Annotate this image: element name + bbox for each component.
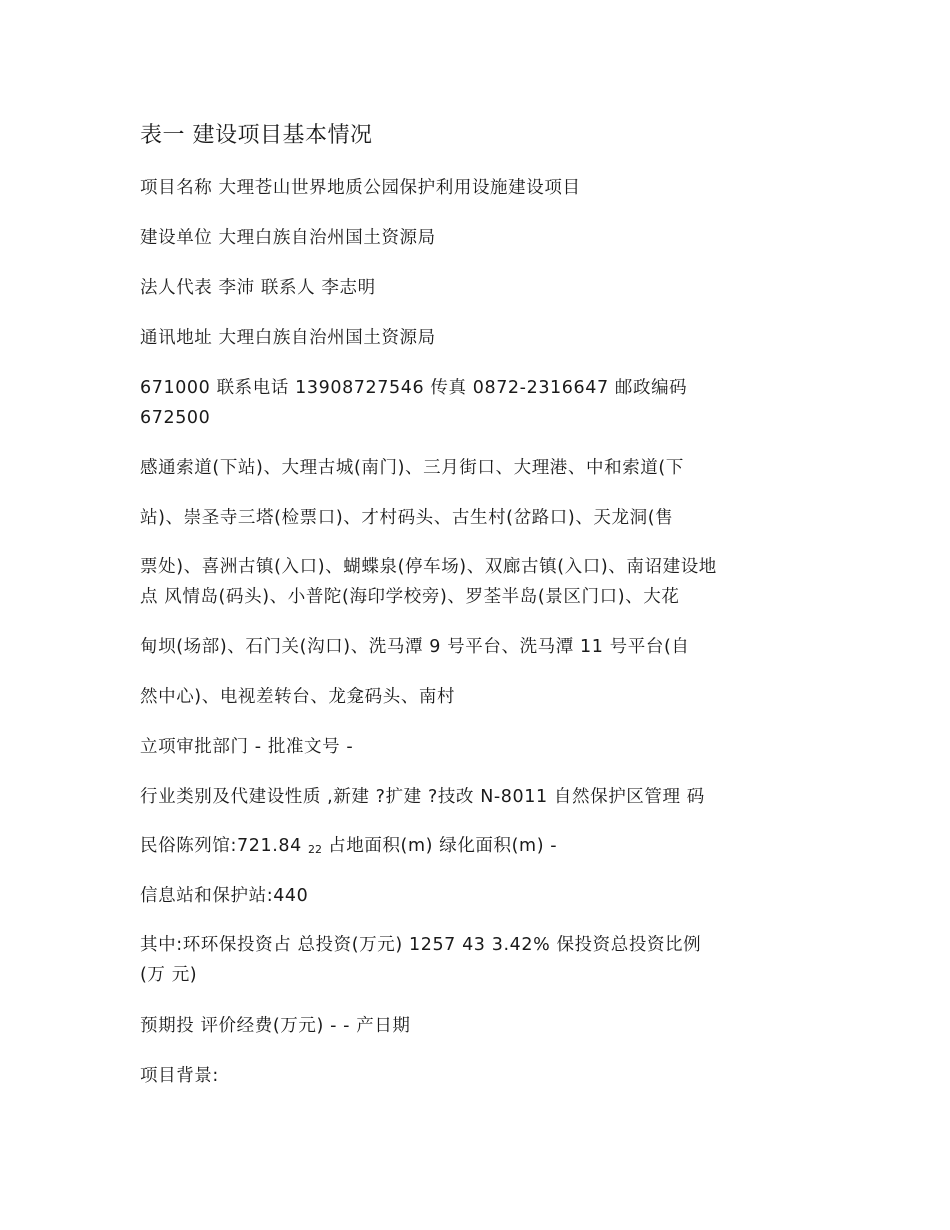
section-title: 表一 建设项目基本情况 xyxy=(140,123,373,148)
industry-category-line: 行业类别及代建设性质 ,新建 ?扩建 ?技改 N-8011 自然保护区管理 码 xyxy=(140,787,705,807)
construction-unit-line: 建设单位 大理白族自治州国土资源局 xyxy=(140,228,436,248)
project-name-line: 项目名称 大理苍山世界地质公园保护利用设施建设项目 xyxy=(140,178,581,198)
location-line-5: 甸坝(场部)、石门关(沟口)、洗马潭 9 号平台、洗马潭 11 号平台(自 xyxy=(140,637,690,657)
postal-code-line: 672500 xyxy=(140,408,211,428)
location-line-4: 点 风情岛(码头)、小普陀(海印学校旁)、罗荃半岛(景区门口)、大花 xyxy=(140,587,680,607)
address-line: 通讯地址 大理白族自治州国土资源局 xyxy=(140,328,436,348)
location-line-2: 站)、崇圣寺三塔(检票口)、才村码头、古生村(岔路口)、天龙洞(售 xyxy=(140,508,674,528)
contact-line: 671000 联系电话 13908727546 传真 0872-2316647 邮政编码 xyxy=(140,378,688,398)
project-background-label: 项目背景: xyxy=(140,1066,219,1086)
evaluation-fee-line: 预期投 评价经费(万元) - - 产日期 xyxy=(140,1016,411,1036)
area-line-prefix: 民俗陈列馆:721.84 xyxy=(140,836,308,856)
location-line-3: 票处)、喜洲古镇(入口)、蝴蝶泉(停车场)、双廊古镇(入口)、南诏建设地 xyxy=(140,557,717,577)
location-line-6: 然中心)、电视差转台、龙龛码头、南村 xyxy=(140,687,456,707)
area-line-subscript: 22 xyxy=(308,843,322,856)
approval-line: 立项审批部门 - 批准文号 - xyxy=(140,737,354,757)
area-line xyxy=(140,831,557,865)
legal-representative-line: 法人代表 李沛 联系人 李志明 xyxy=(140,278,376,298)
station-line: 信息站和保护站:440 xyxy=(140,886,309,906)
investment-unit-line: (万 元) xyxy=(140,965,198,985)
location-line-1: 感通索道(下站)、大理古城(南门)、三月街口、大理港、中和索道(下 xyxy=(140,458,684,478)
area-line-suffix: 占地面积(m) 绿化面积(m) - xyxy=(322,836,558,856)
investment-line: 其中:环环保投资占 总投资(万元) 1257 43 3.42% 保投资总投资比例 xyxy=(140,935,702,955)
